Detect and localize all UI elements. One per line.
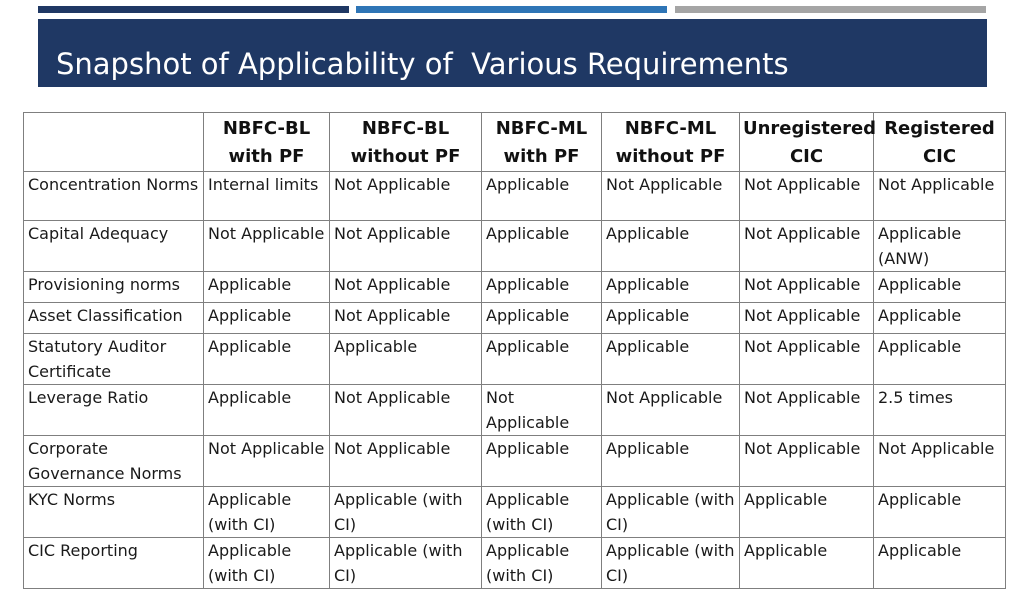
table-cell: Applicable bbox=[482, 303, 602, 334]
table-cell: Applicable bbox=[482, 221, 602, 272]
table-cell: Not Applicable bbox=[874, 436, 1006, 487]
table-cell: Applicable bbox=[482, 334, 602, 385]
table-cell: Applicable (ANW) bbox=[874, 221, 1006, 272]
table-cell: Applicable bbox=[874, 272, 1006, 303]
table-cell: Applicable (with CI) bbox=[330, 538, 482, 589]
header-nbfc-ml-with-pf: NBFC-ML with PF bbox=[482, 113, 602, 172]
table-cell: Not Applicable bbox=[204, 221, 330, 272]
row-label: KYC Norms bbox=[24, 487, 204, 538]
table-cell: Applicable bbox=[740, 487, 874, 538]
table-row bbox=[24, 303, 1006, 334]
table-cell: Not Applicable bbox=[740, 172, 874, 221]
table-row bbox=[24, 272, 1006, 303]
row-label: Asset Classification bbox=[24, 303, 204, 334]
header-nbfc-bl-without-pf: NBFC-BL without PF bbox=[330, 113, 482, 172]
table-cell: Applicable (with CI) bbox=[330, 487, 482, 538]
table-cell: Applicable bbox=[602, 436, 740, 487]
row-label: Corporate Governance Norms bbox=[24, 436, 204, 487]
accent-bar-grey bbox=[675, 6, 986, 13]
table-cell: Applicable (with CI) bbox=[602, 538, 740, 589]
table-cell: Not Applicable bbox=[330, 221, 482, 272]
table-cell: Applicable bbox=[204, 303, 330, 334]
table-cell: Not Applicable bbox=[602, 385, 740, 436]
header-registered-cic: Registered CIC bbox=[874, 113, 1006, 172]
accent-bar-dark bbox=[38, 6, 349, 13]
table-cell: Not Applicable bbox=[330, 436, 482, 487]
row-label: Statutory Auditor Certificate bbox=[24, 334, 204, 385]
row-label: Concentration Norms bbox=[24, 172, 204, 221]
applicability-table bbox=[23, 112, 1006, 589]
table-cell: Not Applicable bbox=[330, 172, 482, 221]
table-cell: Not Applicable bbox=[204, 436, 330, 487]
table-cell: Applicable bbox=[874, 538, 1006, 589]
header-nbfc-bl-with-pf: NBFC-BL with PF bbox=[204, 113, 330, 172]
table-cell: Applicable bbox=[602, 334, 740, 385]
header-nbfc-ml-without-pf: NBFC-ML without PF bbox=[602, 113, 740, 172]
table-cell: Applicable bbox=[602, 272, 740, 303]
table-cell: Applicable (with CI) bbox=[482, 487, 602, 538]
title-band bbox=[38, 19, 987, 87]
table-cell: Applicable bbox=[740, 538, 874, 589]
table-cell: Applicable bbox=[330, 334, 482, 385]
accent-bar-blue bbox=[356, 6, 667, 13]
table-cell: Applicable (with CI) bbox=[482, 538, 602, 589]
table-cell: Internal limits bbox=[204, 172, 330, 221]
table-row bbox=[24, 538, 1006, 589]
header-cell-blank bbox=[24, 113, 204, 172]
table-cell: Not Applicable bbox=[740, 334, 874, 385]
table-cell: Not Applicable bbox=[482, 385, 602, 436]
table-row bbox=[24, 385, 1006, 436]
row-label: Capital Adequacy bbox=[24, 221, 204, 272]
table-cell: Applicable bbox=[482, 436, 602, 487]
table-row bbox=[24, 436, 1006, 487]
table-row bbox=[24, 487, 1006, 538]
table-cell: Applicable (with CI) bbox=[204, 538, 330, 589]
table-cell: Applicable (with CI) bbox=[204, 487, 330, 538]
table-cell: Applicable bbox=[602, 303, 740, 334]
table-cell: Applicable bbox=[204, 272, 330, 303]
table-cell: Applicable bbox=[204, 385, 330, 436]
table-cell: 2.5 times bbox=[874, 385, 1006, 436]
table-cell: Applicable bbox=[874, 334, 1006, 385]
table-row bbox=[24, 172, 1006, 221]
table-cell: Not Applicable bbox=[330, 385, 482, 436]
table-cell: Not Applicable bbox=[740, 385, 874, 436]
header-row bbox=[24, 113, 1006, 172]
row-label: Provisioning norms bbox=[24, 272, 204, 303]
slide-title: Snapshot of Applicability of Various Requirements bbox=[56, 47, 789, 81]
table-cell: Not Applicable bbox=[602, 172, 740, 221]
table-cell: Applicable bbox=[482, 172, 602, 221]
table-cell: Not Applicable bbox=[330, 303, 482, 334]
table-cell: Applicable bbox=[204, 334, 330, 385]
table-cell: Applicable bbox=[874, 303, 1006, 334]
header-unregistered-cic: Unregistered CIC bbox=[740, 113, 874, 172]
row-label: Leverage Ratio bbox=[24, 385, 204, 436]
table-cell: Applicable bbox=[602, 221, 740, 272]
table-row bbox=[24, 221, 1006, 272]
table-cell: Applicable (with CI) bbox=[602, 487, 740, 538]
table-cell: Not Applicable bbox=[740, 436, 874, 487]
table-row bbox=[24, 334, 1006, 385]
table-cell: Not Applicable bbox=[330, 272, 482, 303]
table-cell: Not Applicable bbox=[874, 172, 1006, 221]
table-cell: Not Applicable bbox=[740, 221, 874, 272]
table-cell: Not Applicable bbox=[740, 272, 874, 303]
table-cell: Applicable bbox=[482, 272, 602, 303]
row-label: CIC Reporting bbox=[24, 538, 204, 589]
table-cell: Applicable bbox=[874, 487, 1006, 538]
table-cell: Not Applicable bbox=[740, 303, 874, 334]
